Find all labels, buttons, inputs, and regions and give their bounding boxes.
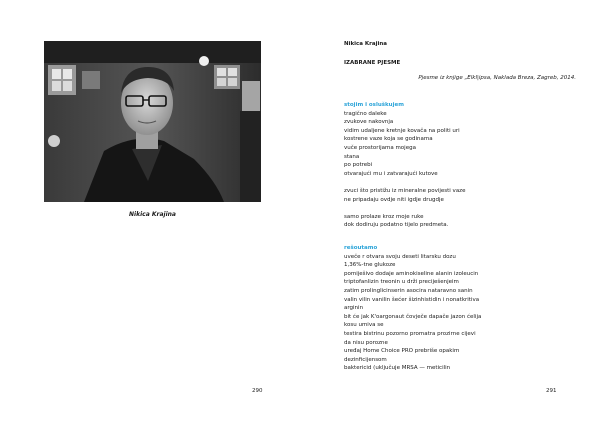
poem-line: dezinficijensom bbox=[344, 356, 387, 363]
poem-line: da nisu porozne bbox=[344, 339, 388, 346]
poem-title: stojim i osluškujem bbox=[344, 102, 404, 108]
poem-line: vidim udaljene kretnje kovača na politi uri bbox=[344, 127, 460, 134]
stanza-gap bbox=[344, 204, 576, 213]
photo-caption: Nikica Krajina bbox=[129, 211, 176, 218]
poem-line: bit će jak K'oargonaut čovječe dapače jazon ćelija bbox=[344, 313, 482, 320]
poem-line: pomiješivo dodaje aminokiseline alanin izoleucin bbox=[344, 270, 479, 277]
page-number-left: 290 bbox=[252, 388, 263, 394]
author-photo bbox=[44, 41, 261, 202]
poem-line: zatim prolinglicinserin asocira nataravno sanin bbox=[344, 287, 473, 294]
stanza-gap bbox=[344, 178, 576, 187]
author-photo-image bbox=[44, 41, 261, 202]
poem bbox=[344, 244, 576, 373]
author-name: Nikica Krajina bbox=[344, 41, 388, 47]
source-note: Pjesme iz knjige „Elkl|ipsa, Naklada Breza, Zagreb, 2014. bbox=[418, 75, 576, 81]
poem-line: uveče r otvara svoju deseti litarsku dozu bbox=[344, 253, 456, 260]
poem bbox=[344, 101, 576, 230]
poem-line: ne pripadaju ovdje niti igdje drugdje bbox=[344, 196, 444, 203]
poem-line: uređaj Home Choice PRO prebriše opakim bbox=[344, 348, 460, 355]
right-page bbox=[300, 0, 600, 423]
poem-line: dok dodiruju podatno tijelo predmeta. bbox=[344, 222, 449, 229]
poem-line: otvarajući mu i zatvarajući kutove bbox=[344, 170, 438, 177]
poem-line: zvukove nakovnja bbox=[344, 119, 394, 126]
page-number-right: 291 bbox=[546, 388, 557, 394]
poem-line: kostrene vaze koja se godinama bbox=[344, 136, 433, 143]
poem-line: testira bistrinu pozorno promatra prozirne cijevi bbox=[344, 330, 476, 337]
poem-line: valin vilin vanilin šećer šizinhistidin i nonatkritiva bbox=[344, 296, 480, 303]
poem-line: arginin bbox=[344, 305, 364, 312]
poem-line: triptofanlizin treonin u drži preciješenjeim bbox=[344, 279, 459, 286]
book-title: IZABRANE PJESME bbox=[344, 60, 401, 66]
poem-line: tragično daleke bbox=[344, 110, 387, 117]
poem-line: 1,36%-tne glukoze bbox=[344, 262, 396, 269]
poem-title: rešoutamo bbox=[344, 245, 378, 251]
poem-line: vuče prostorijama mojega bbox=[344, 144, 416, 151]
poem-line: zvuci što pristižu iz mineralne povijesti vaze bbox=[344, 187, 466, 194]
poem-line: samo prolaze kroz moje ruke bbox=[344, 213, 424, 220]
poem-line: po potrebi bbox=[344, 162, 373, 169]
poem-line: stana bbox=[344, 153, 360, 160]
poem-line: baktericid (uključuje MRSA — meticilin bbox=[344, 365, 451, 372]
poem-line: kosu umiva se bbox=[344, 322, 384, 329]
